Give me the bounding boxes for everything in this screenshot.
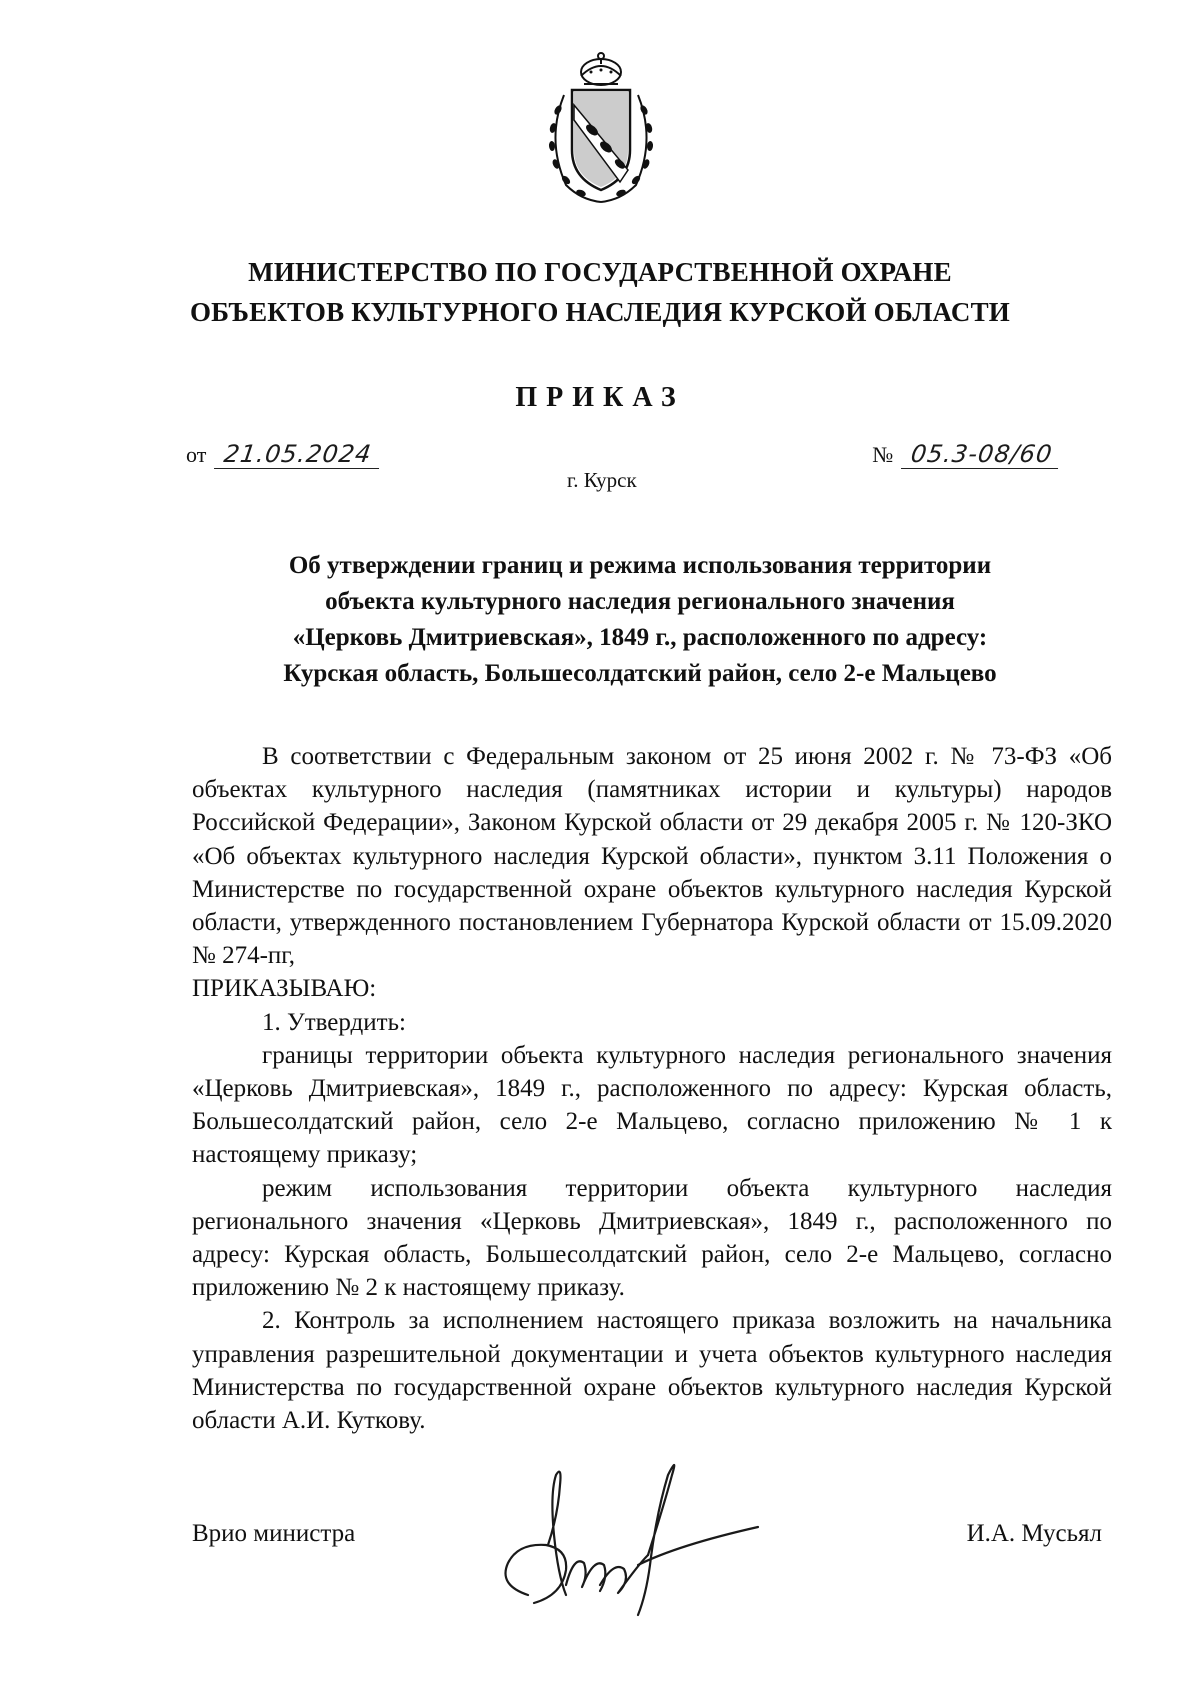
number-field xyxy=(872,440,1060,469)
ministry-name-line1: МИНИСТЕРСТВО ПО ГОСУДАРСТВЕННОЙ ОХРАНЕ xyxy=(248,257,952,287)
handwritten-signature-icon xyxy=(488,1445,778,1625)
order-subject xyxy=(200,548,1080,692)
item-1-regime: режим использования территории объекта культурного наследия регионального значения «Церковь Дмитриевская», 1849 г., расположенного по адресу: Курская область, Большесолдатский район, село 2-е Мальцево, согласно приложению № 2 к настоящему приказу. xyxy=(192,1174,1112,1302)
city-label: г. Курск xyxy=(567,468,637,492)
decree-word: ПРИКАЗЫВАЮ: xyxy=(192,975,377,1003)
ministry-name xyxy=(100,252,1100,332)
date-prefix: от xyxy=(186,442,207,467)
preamble-paragraph: В соответствии с Федеральным законом от 25 июня 2002 г. № 73-ФЗ «Об объектах культурного наследия (памятниках истории и культуры) народов Российской Федерации», Законом Курской области от 29 декабря 2005 г. № 120-ЗКО «Об объектах культурного наследия Курской области», пунктом 3.11 Положения о Министерстве по государственной охране объектов культурного наследия Курской области, утвержденного постановлением Губернатора Курской области от 15.09.2020 № 274-пг, xyxy=(192,743,1112,970)
coat-of-arms-icon xyxy=(536,50,666,210)
subject-line: Курская область, Большесолдатский район, село 2-е Мальцево xyxy=(283,660,997,687)
item-1-boundaries: границы территории объекта культурного наследия регионального значения «Церковь Дмитриевская», 1849 г., расположенного по адресу: Курская область, Большесолдатский район, село 2-е Мальцево, согласно приложению № 1 к настоящему приказу; xyxy=(192,1041,1112,1169)
document-type-heading: ПРИКАЗ xyxy=(515,382,685,413)
date-value: 21.05.2024 xyxy=(214,440,383,469)
signatory-name: И.А. Мусьял xyxy=(966,1520,1102,1547)
item-1: 1. Утвердить: xyxy=(262,1008,406,1036)
number-value: 05.3-08/60 xyxy=(901,440,1062,469)
subject-line: объекта культурного наследия регионального значения xyxy=(325,588,955,615)
subject-line: «Церковь Дмитриевская», 1849 г., расположенного по адресу: xyxy=(292,624,988,651)
ministry-name-line2: ОБЪЕКТОВ КУЛЬТУРНОГО НАСЛЕДИЯ КУРСКОЙ ОБЛАСТИ xyxy=(189,297,1010,327)
number-prefix: № xyxy=(872,442,894,467)
order-body xyxy=(192,740,1112,1437)
subject-line: Об утверждении границ и режима использования территории xyxy=(288,552,992,579)
signatory-title: Врио министра xyxy=(192,1520,356,1547)
date-field xyxy=(186,440,381,469)
item-2: 2. Контроль за исполнением настоящего приказа возложить на начальника управления разрешительной документации и учета объектов культурного наследия Министерства по государственной охране объектов культурного наследия Курской области А.И. Куткову. xyxy=(192,1307,1112,1435)
